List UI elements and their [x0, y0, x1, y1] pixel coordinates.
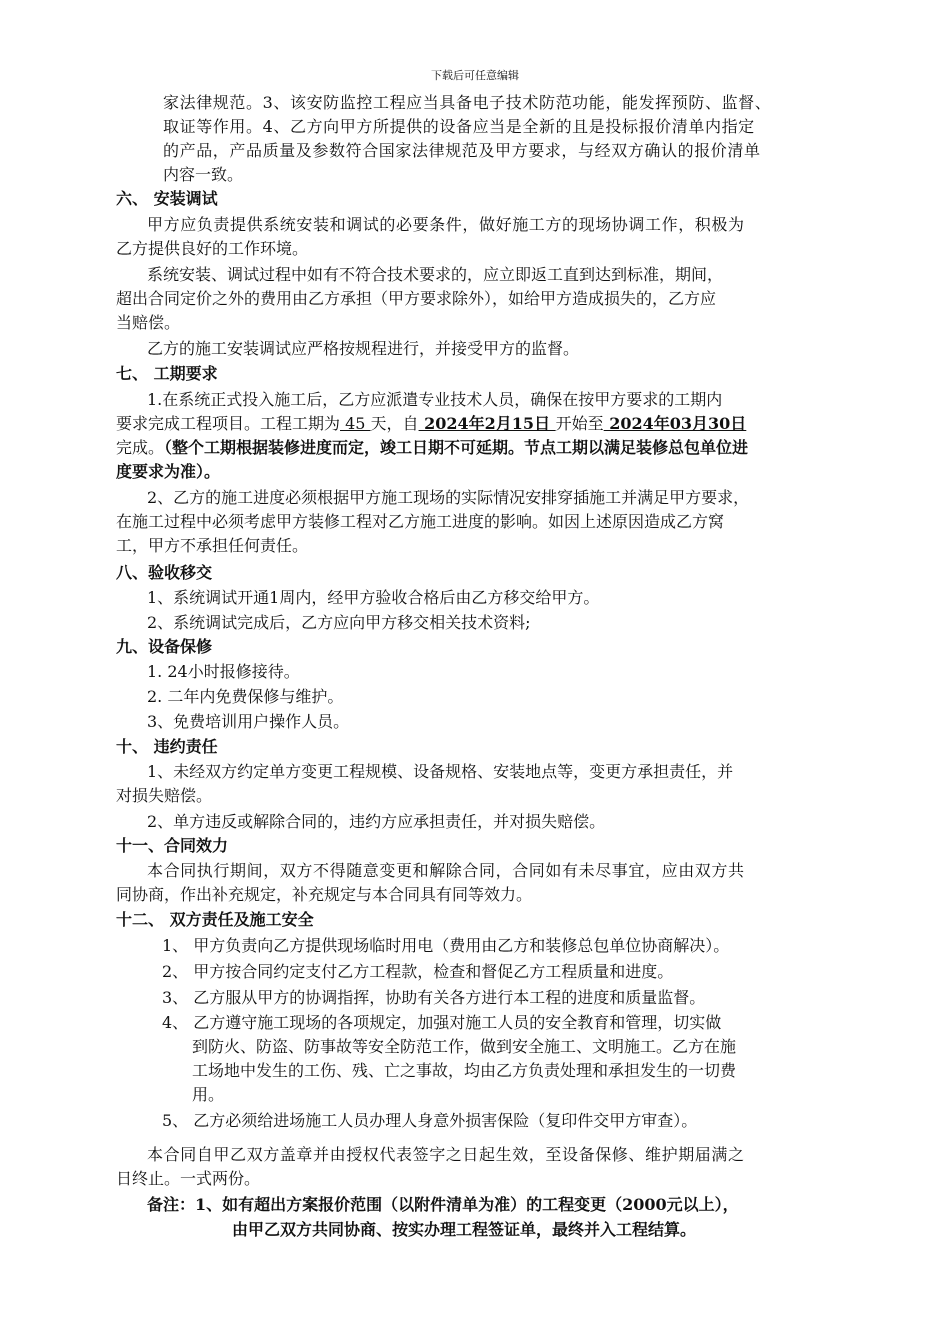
- sec12-title: 十二、 双方责任及施工安全: [116, 910, 314, 929]
- sec6-title: 六、 安装调试: [116, 189, 218, 208]
- sec12-item-4-cont-3: 用。: [192, 1085, 225, 1104]
- sec5-line-3: 的产品，产品质量及参数符合国家法律规范及甲方要求，与经双方确认的报价清单: [163, 141, 761, 160]
- sec10-title: 十、 违约责任: [116, 737, 218, 756]
- remark-line-1: 备注：1、如有超出方案报价范围（以附件清单为准）的工程变更（2000元以上），: [147, 1195, 739, 1214]
- sec7-p2-line-3: 工，甲方不承担任何责任。: [116, 536, 309, 555]
- sec8-line-2: 2、系统调试完成后，乙方应向甲方移交相关技术资料;: [147, 613, 531, 632]
- sec7-line-4: 度要求为准）。: [116, 462, 221, 481]
- sec10-line-2: 对损失赔偿。: [116, 786, 213, 805]
- sec9-title: 九、设备保修: [116, 637, 213, 656]
- sec7-p2-line-2: 在施工过程中必须考虑甲方装修工程对乙方施工进度的影响。如因上述原因造成乙方窝: [116, 512, 725, 531]
- sec6-line-5: 当赔偿。: [116, 313, 181, 332]
- sec7-line-3a: 完成。: [116, 438, 165, 457]
- sec5-line-1: 家法律规范。3、该安防监控工程应当具备电子技术防范功能，能发挥预防、监督、: [163, 93, 772, 112]
- sec7-line-2: [116, 412, 746, 436]
- sec7-line-3: [116, 436, 748, 460]
- sec6-line-6: 乙方的施工安装调试应严格按规程进行，并接受甲方的监督。: [147, 339, 580, 358]
- sec12-item-5: 5、 乙方必须给进场施工人员办理人身意外损害保险（复印件交甲方审查）。: [162, 1111, 698, 1130]
- remark-line-2: 由甲乙双方共同协商、按实办理工程签证单，最终并入工程结算。: [232, 1220, 697, 1239]
- sec5-line-4: 内容一致。: [163, 165, 244, 184]
- sec11-line-2: 同协商，作出补充规定，补充规定与本合同具有同等效力。: [116, 885, 533, 904]
- sec7-p2-line-1: 2、乙方的施工进度必须根据甲方施工现场的实际情况安排穿插施工并满足甲方要求，: [147, 488, 750, 507]
- sec5-line-2: 取证等作用。4、乙方向甲方所提供的设备应当是全新的且是投标报价清单内指定: [163, 117, 755, 136]
- sec11-title: 十一、合同效力: [116, 836, 229, 855]
- sec7-line-2b: 天，自: [370, 414, 419, 433]
- sec11-line-1: 本合同执行期间，双方不得随意变更和解除合同，合同如有未尽事宜，应由双方共: [147, 861, 745, 880]
- sec9-line-1: 1. 24小时报修接待。: [147, 662, 300, 681]
- sec7-line-3b: （整个工期根据装修进度而定，竣工日期不可延期。节点工期以满足装修总包单位进: [164, 438, 749, 457]
- sec6-line-4: 超出合同定价之外的费用由乙方承担（甲方要求除外），如给甲方造成损失的，乙方应: [116, 289, 717, 308]
- end-date: 2024年03月30日: [603, 414, 747, 433]
- sec8-line-1: 1、系统调试开通1周内，经甲方验收合格后由乙方移交给甲方。: [147, 588, 600, 607]
- sec6-line-1: 甲方应负责提供系统安装和调试的必要条件，做好施工方的现场协调工作，积极为: [147, 215, 745, 234]
- sec8-title: 八、验收移交: [116, 563, 213, 582]
- start-date: 2024年2月15日: [418, 414, 556, 433]
- sec7-line-2c: 开始至: [555, 414, 604, 433]
- sec9-line-3: 3、免费培训用户操作人员。: [147, 712, 350, 731]
- sec12-item-2: 2、 甲方按合同约定支付乙方工程款，检查和督促乙方工程质量和进度。: [162, 962, 674, 981]
- sec10-line-3: 2、单方违反或解除合同的，违约方应承担责任，并对损失赔偿。: [147, 812, 606, 831]
- sec12-item-4-cont-1: 到防火、防盗、防事故等安全防范工作，做到安全施工、文明施工。乙方在施: [192, 1037, 737, 1056]
- sec7-title: 七、 工期要求: [116, 364, 218, 383]
- closing-line-1: 本合同自甲乙双方盖章并由授权代表签字之日起生效，至设备保修、维护期届满之: [147, 1145, 745, 1164]
- duration-days: 45: [340, 414, 371, 433]
- sec12-item-1: 1、 甲方负责向乙方提供现场临时用电（费用由乙方和装修总包单位协商解决）。: [162, 936, 730, 955]
- sec12-item-4: 4、 乙方遵守施工现场的各项规定，加强对施工人员的安全教育和管理，切实做: [162, 1013, 722, 1032]
- sec6-line-2: 乙方提供良好的工作环境。: [116, 239, 309, 258]
- sec9-line-2: 2. 二年内免费保修与维护。: [147, 687, 344, 706]
- page-header: 下载后可任意编辑: [431, 69, 519, 82]
- sec12-item-4-cont-2: 工场地中发生的工伤、残、亡之事故，均由乙方负责处理和承担发生的一切费: [192, 1061, 737, 1080]
- closing-line-2: 日终止。一式两份。: [116, 1169, 261, 1188]
- sec6-line-3: 系统安装、调试过程中如有不符合技术要求的，应立即返工直到达到标准，期间，: [147, 265, 724, 284]
- sec12-item-3: 3、 乙方服从甲方的协调指挥，协助有关各方进行本工程的进度和质量监督。: [162, 988, 706, 1007]
- sec7-line-1: 1.在系统正式投入施工后，乙方应派遣专业技术人员，确保在按甲方要求的工期内: [147, 390, 723, 409]
- sec10-line-1: 1、未经双方约定单方变更工程规模、设备规格、安装地点等，变更方承担责任，并: [147, 762, 734, 781]
- sec7-line-2a: 要求完成工程项目。工程工期为: [116, 414, 341, 433]
